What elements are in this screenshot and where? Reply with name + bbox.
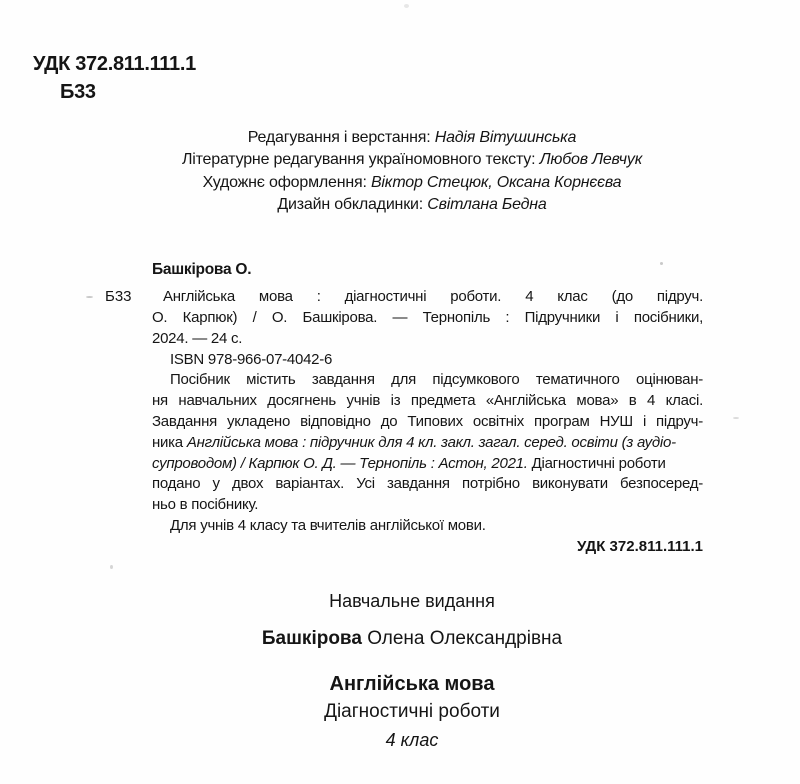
book-title: Англійська мова bbox=[329, 673, 495, 695]
bibliographic-line-3: 2024. — 24 с. bbox=[152, 329, 243, 347]
scan-artifact bbox=[660, 262, 663, 265]
catalog-card-body bbox=[105, 287, 703, 557]
credit-person: Любов Левчук bbox=[539, 151, 643, 169]
author-sign-code: Б33 bbox=[105, 288, 132, 306]
bibliographic-line-1 bbox=[105, 287, 703, 308]
scan-artifact bbox=[733, 417, 739, 419]
annotation-line: ня навчальних досягнень учнів із предмета «Англійська мова» в 4 класі. bbox=[152, 392, 703, 410]
author-surname: Башкірова bbox=[261, 628, 362, 649]
book-grade: 4 клас bbox=[385, 730, 439, 750]
scan-artifact bbox=[110, 565, 113, 569]
annotation-text: Діагностичні роботи bbox=[527, 454, 666, 472]
author-given-names: Олена Олександрівна bbox=[361, 628, 563, 649]
catalog-author-heading: Башкірова О. bbox=[152, 261, 252, 278]
imprint-credits bbox=[12, 127, 800, 217]
author-full-name bbox=[12, 627, 800, 651]
udk-classification-block bbox=[33, 50, 196, 106]
credit-person: Світлана Бедна bbox=[427, 196, 547, 214]
book-subtitle: Діагностичні роботи bbox=[324, 701, 500, 722]
book-title-block bbox=[12, 670, 800, 754]
annotation-cited-title: супроводом) / Карпюк О. Д. — Тернопіль : Астон, 2021. bbox=[152, 454, 528, 472]
credit-role: Художнє оформлення: bbox=[202, 173, 371, 191]
author-sign-code: Б33 bbox=[60, 81, 96, 103]
bibliographic-line-2: О. Карпюк) / О. Башкірова. — Тернопіль : Підручники і посібники, bbox=[152, 309, 703, 327]
annotation-text: ника bbox=[152, 433, 187, 451]
udk-number-bottom: УДК 372.811.111.1 bbox=[576, 537, 703, 555]
udk-number: УДК 372.811.111.1 bbox=[33, 53, 196, 75]
bibliographic-text: Англійська мова : діагностичні роботи. 4 клас (до підруч. bbox=[163, 288, 703, 306]
credit-line-art-design bbox=[12, 172, 800, 194]
credit-role: Дизайн обкладинки: bbox=[277, 196, 428, 214]
annotation-line: подано у двох варіантах. Усі завдання потрібно виконувати безпосеред- bbox=[152, 475, 703, 493]
credit-role: Редагування і верстання: bbox=[247, 129, 435, 146]
credit-line-literary-editing bbox=[12, 149, 800, 171]
annotation-cited-title: Англійська мова : підручник для 4 кл. закл. загал. серед. освіти (з аудіо- bbox=[186, 433, 676, 451]
annotation-line bbox=[152, 454, 703, 475]
credit-person: Віктор Стецюк, Оксана Корнєєва bbox=[370, 173, 622, 191]
scan-artifact bbox=[404, 4, 409, 8]
catalog-card bbox=[105, 260, 703, 558]
credit-person: Надія Вітушинська bbox=[434, 129, 577, 146]
credit-line-cover-design bbox=[12, 194, 800, 216]
edition-note: Навчальне видання bbox=[329, 591, 495, 611]
annotation-line: ньо в посібнику. bbox=[152, 496, 259, 514]
scan-artifact bbox=[86, 296, 93, 298]
annotation-line: Завдання укладено відповідно до Типових освітніх програм НУШ і підруч- bbox=[152, 413, 703, 431]
audience-note: Для учнів 4 класу та вчителів англійської мови. bbox=[170, 517, 486, 535]
annotation-line bbox=[152, 433, 703, 454]
credit-line-editing bbox=[12, 127, 800, 149]
credit-role: Літературне редагування україномовного тексту: bbox=[181, 151, 540, 169]
annotation-line: Посібник містить завдання для підсумкового тематичного оцінюван- bbox=[170, 371, 703, 389]
isbn-line: ISBN 978-966-07-4042-6 bbox=[170, 350, 333, 368]
